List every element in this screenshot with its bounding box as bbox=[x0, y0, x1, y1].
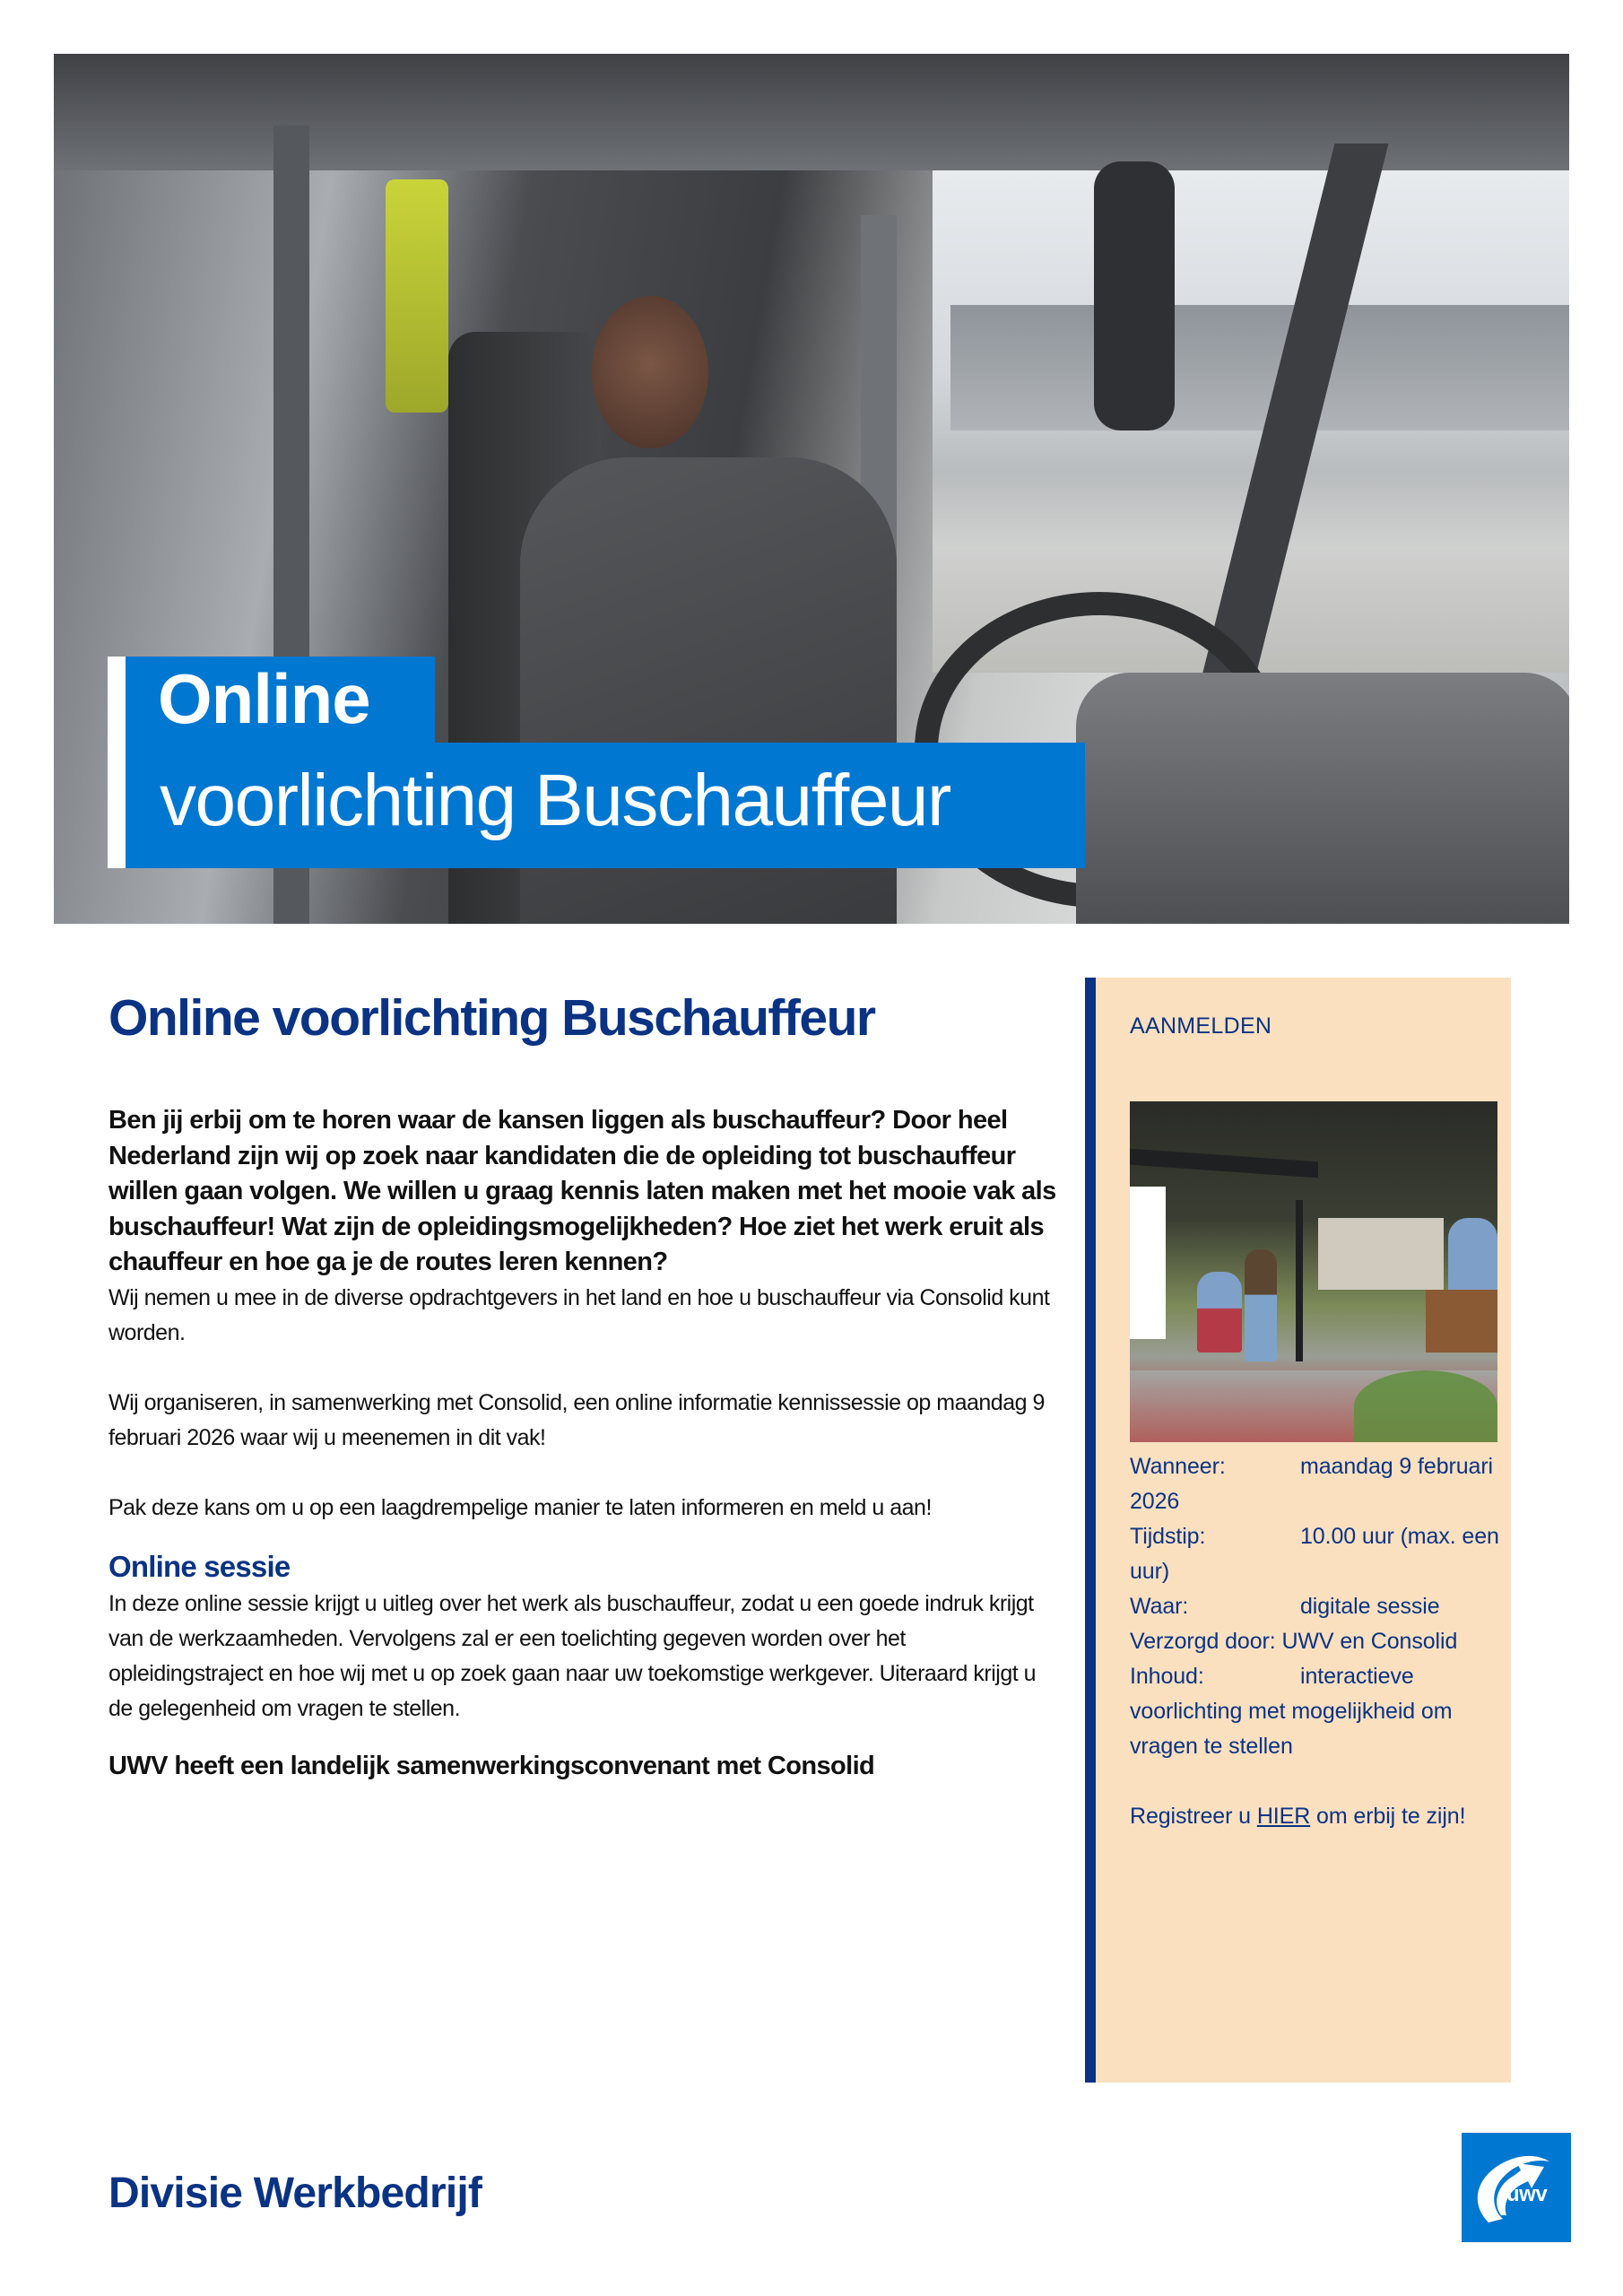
division-name: Divisie Werkbedrijf bbox=[108, 2170, 482, 2217]
closing-text: UWV heeft een landelijk samenwerkingsconvenant met Consolid bbox=[108, 1751, 875, 1780]
photo-cyclist bbox=[1448, 1218, 1497, 1299]
photo-cargo-bike bbox=[1426, 1290, 1497, 1352]
detail-key: Wanneer: bbox=[1130, 1454, 1226, 1479]
detail-tijdstip bbox=[1130, 1519, 1506, 1589]
registration-sidebar bbox=[1085, 978, 1511, 2083]
driver-head bbox=[592, 296, 708, 448]
detail-value: interactieve voorlichting met mogelijkheid om vragen te stellen bbox=[1130, 1664, 1453, 1759]
detail-verzorgd-door bbox=[1130, 1624, 1506, 1659]
sidebar-label: AANMELDEN bbox=[1130, 1013, 1272, 1039]
detail-key: Verzorgd door: bbox=[1130, 1629, 1276, 1654]
photo-building bbox=[1318, 1218, 1444, 1290]
photo-person-sitting bbox=[1197, 1272, 1242, 1352]
uwv-logo bbox=[1462, 2133, 1571, 2242]
paragraph-3: Pak deze kans om u op een laagdrempelige manier te laten informeren en meld u aan! bbox=[108, 1494, 932, 1520]
section-title: Online sessie bbox=[108, 1549, 291, 1583]
register-link[interactable]: HIER bbox=[1256, 1804, 1311, 1829]
logo-text: uwv bbox=[1506, 2182, 1548, 2206]
bus-stop-photo bbox=[1130, 1101, 1497, 1442]
title-accent-bar bbox=[108, 657, 126, 868]
hero-title-line2: voorlichting Buschauffeur bbox=[160, 760, 950, 841]
detail-inhoud bbox=[1130, 1659, 1506, 1764]
photo-plants bbox=[1354, 1370, 1497, 1442]
intro-text: Ben jij erbij om te horen waar de kansen liggen als buschauffeur? Door heel Nederland zijn wij op zoek naar kandidaten die de opleiding tot buschauffeur willen gaan volgen. We willen u graag kennis laten maken met het mooie vak als buschauffeur! Wat zijn de opleidingsmogelijkheden? Hoe ziet het werk eruit als chauffeur en hoe ga je de routes leren kennen? bbox=[108, 1106, 1056, 1276]
hero-title-box-2 bbox=[126, 743, 1085, 868]
detail-value: UWV en Consolid bbox=[1281, 1629, 1458, 1654]
detail-key: Waar: bbox=[1130, 1594, 1189, 1619]
detail-key: Tijdstip: bbox=[1130, 1524, 1206, 1549]
photo-shelter-post bbox=[1296, 1200, 1303, 1361]
register-line bbox=[1130, 1799, 1506, 1834]
detail-value: digitale sessie bbox=[1300, 1594, 1440, 1619]
section-text: In deze online sessie krijgt u uitleg over het werk als buschauffeur, zodat u een goede indruk krijgt van de werkzaamheden. Vervolgens zal er een toelichting gegeven worden over het opleidingstraject en hoe wij met u op zoek gaan naar uw toekomstige werkgever. Uiteraard krijgt u de gelegenheid om vragen te stellen. bbox=[108, 1590, 1037, 1721]
background-building bbox=[950, 305, 1569, 430]
detail-key: Inhoud: bbox=[1130, 1664, 1204, 1689]
detail-value: maandag 9 februari 2026 bbox=[1130, 1454, 1494, 1514]
paragraph-1: Wij nemen u mee in de diverse opdrachtgevers in het land en hoe u buschauffeur via Consolid kunt worden. bbox=[108, 1284, 1050, 1345]
hero-title-box-1 bbox=[126, 657, 435, 743]
register-prefix: Registreer u bbox=[1130, 1804, 1257, 1829]
dashboard bbox=[1076, 673, 1569, 924]
hero-title-line1: Online bbox=[158, 659, 370, 738]
detail-wanneer bbox=[1130, 1449, 1506, 1519]
photo-ad-panel bbox=[1130, 1187, 1166, 1339]
page-title: Online voorlichting Buschauffeur bbox=[108, 989, 875, 1047]
photo-shelter-roof bbox=[1130, 1149, 1318, 1178]
detail-value: 10.00 uur (max. een uur) bbox=[1130, 1524, 1499, 1584]
mirror bbox=[1094, 161, 1175, 430]
paragraph-2: Wij organiseren, in samenwerking met Consolid, een online informatie kennissessie op maandag 9 februari 2026 waar wij u meenemen in dit vak! bbox=[108, 1389, 1045, 1450]
main-content bbox=[108, 982, 1059, 1784]
detail-waar bbox=[1130, 1589, 1506, 1624]
register-suffix: om erbij te zijn! bbox=[1310, 1804, 1466, 1829]
photo-person-standing bbox=[1245, 1249, 1277, 1361]
event-details bbox=[1130, 1449, 1506, 1834]
safety-vest bbox=[386, 179, 448, 413]
